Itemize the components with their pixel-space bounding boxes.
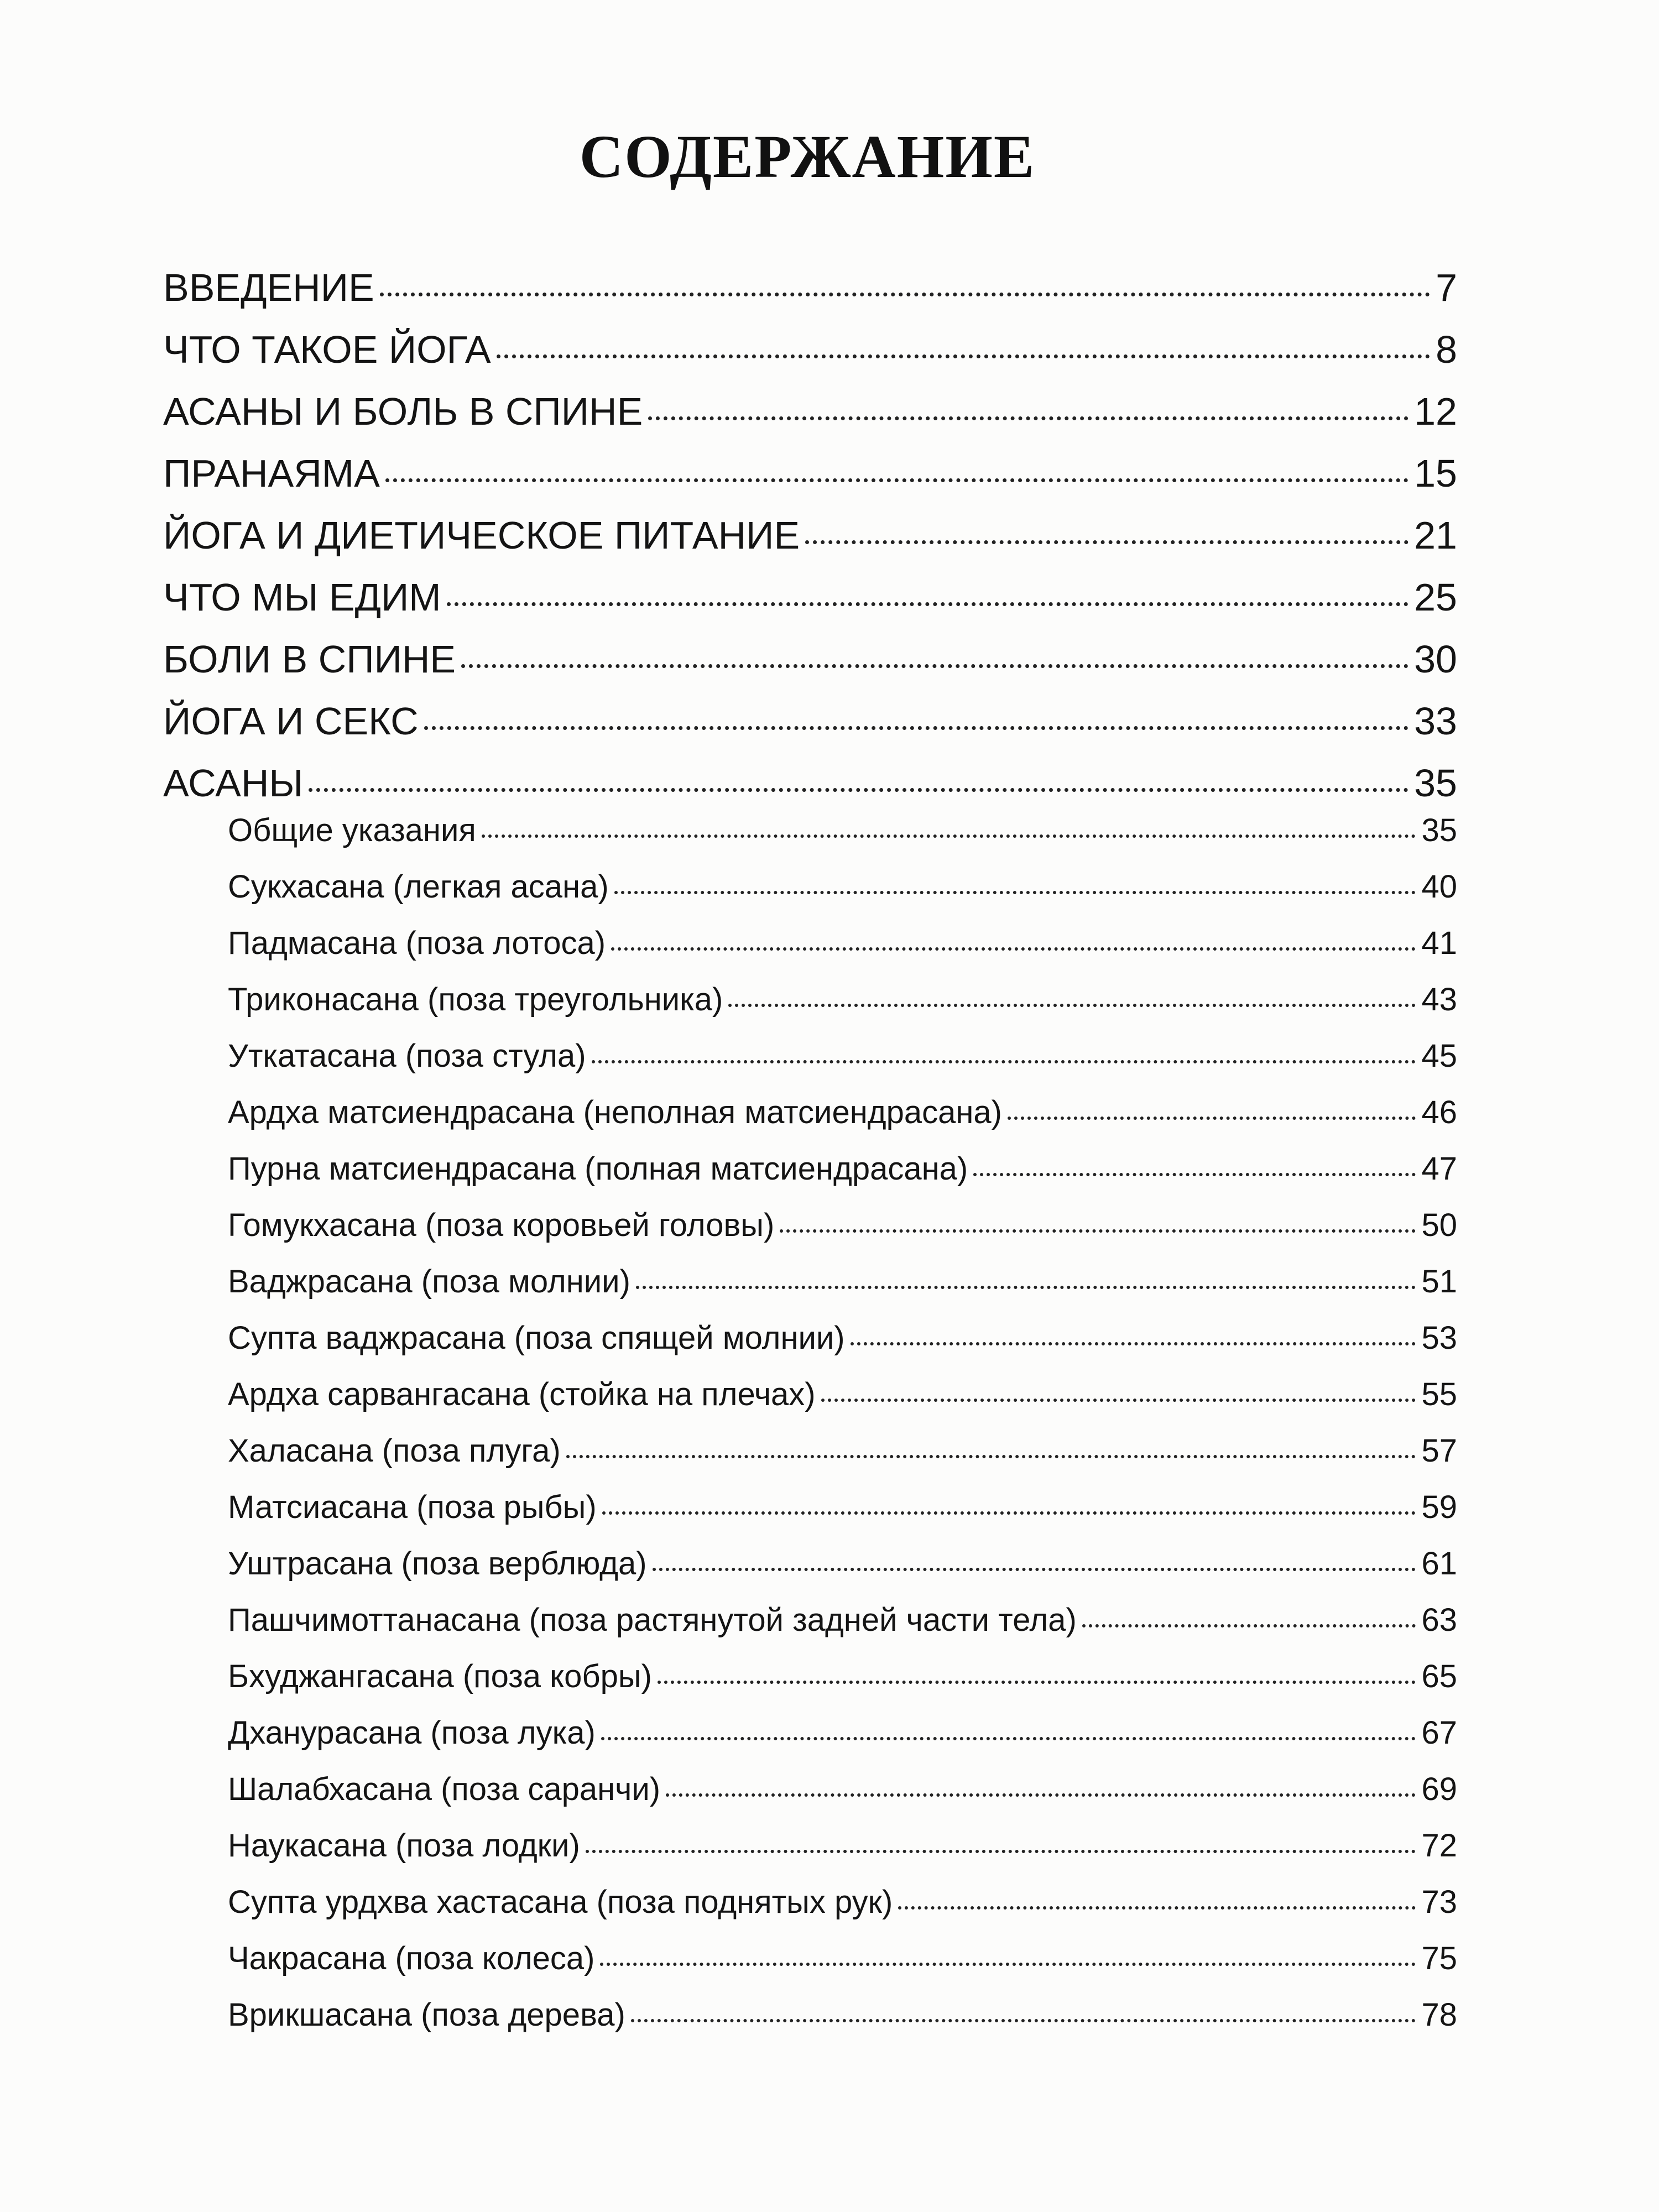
toc-subentry [228, 1601, 1457, 1645]
toc-subentry [228, 1263, 1457, 1306]
toc-entry-page: 33 [1414, 700, 1457, 743]
toc-subentry-label: Врикшасана (поза дерева) [228, 1997, 625, 2033]
toc-subentry-label: Ваджрасана (поза молнии) [228, 1264, 630, 1300]
toc-subentry-label: Бхуджангасана (поза кобры) [228, 1658, 652, 1694]
toc-subentry-page: 72 [1421, 1828, 1457, 1864]
dot-leader [728, 1004, 1416, 1007]
toc-subentry-label: Падмасана (поза лотоса) [228, 925, 606, 961]
toc-entry-label: ПРАНАЯМА [163, 452, 380, 495]
toc-subentry-page: 40 [1421, 869, 1457, 905]
toc-subentry-page: 50 [1421, 1207, 1457, 1243]
toc-subentry-page: 67 [1421, 1715, 1457, 1751]
dot-leader [648, 416, 1408, 420]
dot-leader [497, 354, 1431, 358]
toc-subentry-label: Наукасана (поза лодки) [228, 1828, 580, 1864]
toc-subentry [228, 1150, 1457, 1193]
toc-subentry [228, 981, 1457, 1024]
toc-entry-label: АСАНЫ И БОЛЬ В СПИНЕ [163, 390, 643, 433]
toc-subentry-label: Шалабхасана (поза саранчи) [228, 1771, 661, 1807]
toc-subentry-label: Общие указания [228, 812, 476, 848]
toc-subentry-label: Матсиасана (поза рыбы) [228, 1489, 597, 1525]
dot-leader [666, 1793, 1416, 1797]
dot-leader [898, 1906, 1416, 1910]
toc-subentry [228, 1094, 1457, 1137]
toc-entry-label: АСАНЫ [163, 761, 304, 805]
dot-leader [586, 1850, 1416, 1853]
toc-subentry-label: Супта ваджрасана (поза спящей молнии) [228, 1320, 845, 1356]
toc-subentry-page: 73 [1421, 1884, 1457, 1920]
dot-leader [973, 1173, 1416, 1176]
toc-entry-page: 25 [1414, 576, 1457, 619]
toc-subentry-page: 51 [1421, 1264, 1457, 1300]
toc-subentry-label: Пурна матсиендрасана (полная матсиендрасана) [228, 1151, 968, 1187]
toc-entry [163, 513, 1457, 561]
toc-subentry-page: 35 [1421, 812, 1457, 848]
toc-subentry [228, 1771, 1457, 1814]
toc-subentry-page: 46 [1421, 1094, 1457, 1130]
toc-subentry-page: 43 [1421, 982, 1457, 1018]
toc-subentry-label: Сукхасана (легкая асана) [228, 869, 609, 905]
toc-entry [163, 389, 1457, 437]
toc-subentry [228, 1319, 1457, 1363]
toc-entry [163, 699, 1457, 747]
dot-leader [424, 726, 1408, 730]
dot-leader [653, 1568, 1416, 1571]
toc-subentry-page: 63 [1421, 1602, 1457, 1638]
dot-leader [601, 1737, 1416, 1740]
toc-entry [163, 265, 1457, 313]
toc-entry-label: БОЛИ В СПИНЕ [163, 638, 456, 681]
dot-leader [611, 947, 1416, 951]
toc-entry-label: ЙОГА И ДИЕТИЧЕСКОЕ ПИТАНИЕ [163, 514, 800, 557]
toc-subentry-page: 65 [1421, 1658, 1457, 1694]
dot-leader [309, 788, 1408, 792]
page-title: СОДЕРЖАНИЕ [579, 123, 1036, 190]
toc-subentry-label: Ардха сарвангасана (стойка на плечах) [228, 1376, 816, 1412]
dot-leader [566, 1455, 1416, 1458]
toc-subentry [228, 1207, 1457, 1250]
toc-entry-label: ЙОГА И СЕКС [163, 700, 419, 743]
toc-subentry [228, 925, 1457, 968]
toc-subentry-page: 59 [1421, 1489, 1457, 1525]
toc-entry-page: 12 [1414, 390, 1457, 433]
toc-subentry [228, 1827, 1457, 1870]
toc-subentry-page: 57 [1421, 1433, 1457, 1469]
toc-entry [163, 637, 1457, 685]
toc-entry [163, 575, 1457, 623]
toc-entry-label: ЧТО МЫ ЕДИМ [163, 576, 441, 619]
toc-entry-page: 35 [1414, 761, 1457, 805]
toc-subentry-page: 55 [1421, 1376, 1457, 1412]
dot-leader [447, 602, 1409, 606]
dot-leader [482, 834, 1416, 838]
toc-subentry [228, 1432, 1457, 1475]
toc-subentry-label: Дханурасана (поза лука) [228, 1715, 596, 1751]
toc-entry [163, 327, 1457, 375]
toc-entry-page: 8 [1436, 328, 1457, 371]
dot-leader [385, 478, 1408, 482]
toc-entry-page: 30 [1414, 638, 1457, 681]
toc-subentry-page: 53 [1421, 1320, 1457, 1356]
toc-subentry-label: Уткатасана (поза стула) [228, 1038, 586, 1074]
toc-subentry-label: Ардха матсиендрасана (неполная матсиендрасана) [228, 1094, 1002, 1130]
toc-entry [163, 451, 1457, 499]
toc-subentry-label: Гомукхасана (поза коровьей головы) [228, 1207, 775, 1243]
toc-subentry-page: 69 [1421, 1771, 1457, 1807]
toc-entry-page: 7 [1436, 266, 1457, 309]
toc-subentry-label: Супта урдхва хастасана (поза поднятых рук) [228, 1884, 893, 1920]
toc-subentry-page: 45 [1421, 1038, 1457, 1074]
toc-subentry-label: Пашчимоттанасана (поза растянутой задней части тела) [228, 1602, 1077, 1638]
toc-subentry-label: Триконасана (поза треугольника) [228, 982, 723, 1018]
dot-leader [380, 293, 1430, 296]
dot-leader [780, 1229, 1416, 1233]
toc-subentry-page: 47 [1421, 1151, 1457, 1187]
toc-subentry [228, 812, 1457, 855]
dot-leader [805, 540, 1408, 544]
dot-leader [614, 891, 1416, 894]
dot-leader [1082, 1624, 1416, 1627]
toc-subentry [228, 1376, 1457, 1419]
dot-leader [600, 1963, 1416, 1966]
toc-entry-label: ЧТО ТАКОЕ ЙОГА [163, 328, 491, 371]
dot-leader [821, 1399, 1416, 1402]
dot-leader [636, 1286, 1416, 1289]
toc-subentry-label: Чакрасана (поза колеса) [228, 1940, 595, 1976]
toc-subentry [228, 1884, 1457, 1927]
toc-subentry-page: 78 [1421, 1997, 1457, 2033]
dot-leader [461, 664, 1408, 668]
dot-leader [1008, 1117, 1416, 1120]
toc-entry-label: ВВЕДЕНИЕ [163, 266, 374, 309]
toc-subentry-page: 61 [1421, 1546, 1457, 1582]
toc-subentry [228, 1940, 1457, 1983]
toc-subentry-label: Халасана (поза плуга) [228, 1433, 561, 1469]
dot-leader [602, 1511, 1416, 1515]
toc-subentry [228, 1545, 1457, 1588]
toc-subentry [228, 1489, 1457, 1532]
dot-leader [631, 2019, 1416, 2022]
toc-subentry [228, 1658, 1457, 1701]
toc-subentry [228, 1037, 1457, 1081]
dot-leader [851, 1342, 1416, 1345]
toc-subentry [228, 1996, 1457, 2039]
dot-leader [592, 1060, 1416, 1063]
toc-entry-page: 15 [1414, 452, 1457, 495]
toc-entry-page: 21 [1414, 514, 1457, 557]
dot-leader [658, 1681, 1416, 1684]
toc-subentry-page: 75 [1421, 1940, 1457, 1976]
toc-entry [163, 761, 1457, 808]
toc-subentry-label: Уштрасана (поза верблюда) [228, 1546, 647, 1582]
toc-subentry-page: 41 [1421, 925, 1457, 961]
toc-subentry [228, 1714, 1457, 1757]
toc-subentry [228, 868, 1457, 911]
